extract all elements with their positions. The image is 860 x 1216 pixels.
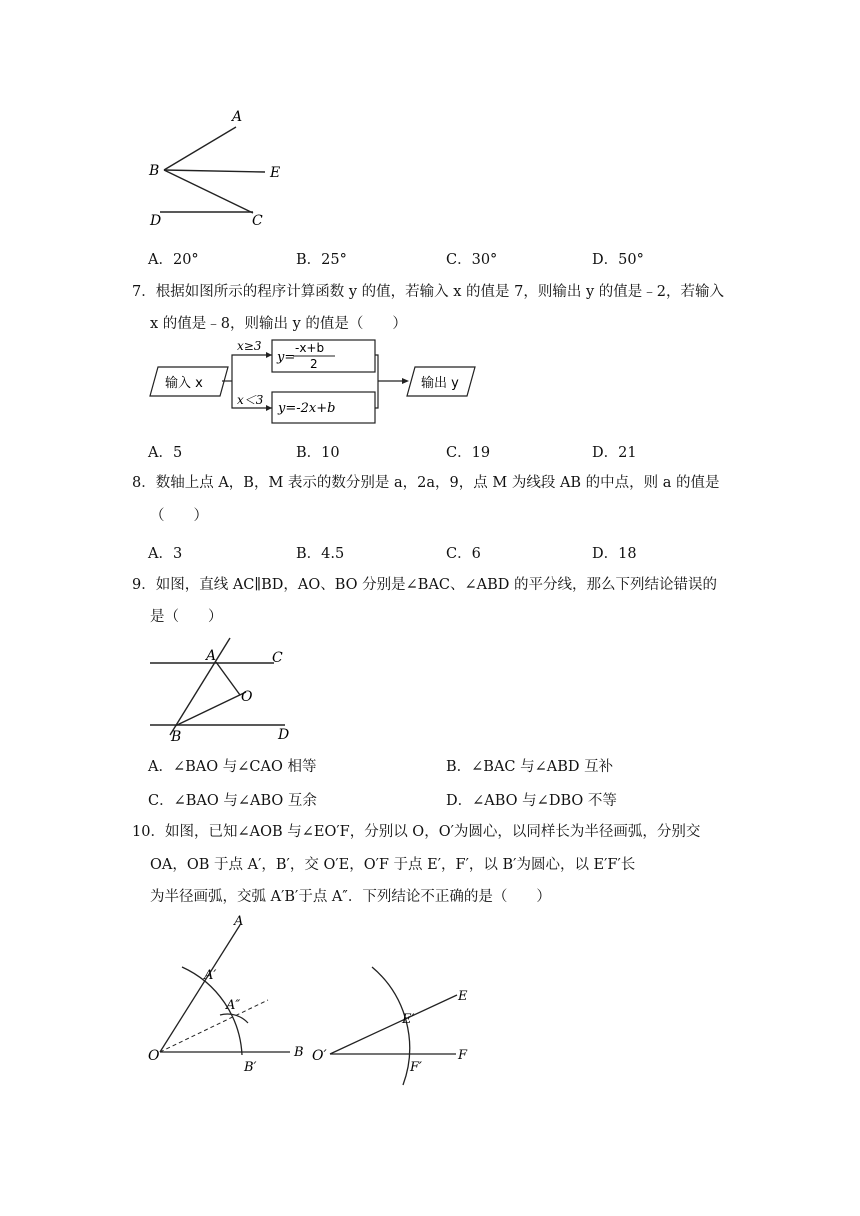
label-e: E (270, 165, 281, 181)
label-f-prime: F′ (410, 1060, 422, 1075)
input-label: 输入 x (165, 376, 203, 391)
label-b-prime: B′ (244, 1060, 257, 1075)
label-o: O (241, 689, 253, 705)
label-c: C (272, 650, 283, 666)
label-b: B (294, 1045, 304, 1060)
arrow-output-icon (402, 378, 409, 384)
arrow-upper-icon (266, 352, 272, 358)
label-a-prime: A′ (204, 968, 217, 983)
ray-be (164, 170, 265, 172)
label-d: D (150, 213, 162, 229)
q8-stem-line1: 8．数轴上点 A，B，M 表示的数分别是 a，2a，9，点 M 为线段 AB 的中点，则 a 的值是 (132, 475, 720, 491)
condition-lower: x＜3 (237, 393, 264, 407)
label-o-prime: O′ (312, 1048, 327, 1064)
label-e: E (458, 989, 468, 1004)
q8-option-c: C．6 (446, 546, 481, 562)
branch-upper-line (232, 355, 272, 381)
q6-option-c: C．30° (446, 252, 498, 268)
q7-stem-line1: 7．根据如图所示的程序计算函数 y 的值，若输入 x 的值是 7，则输出 y 的值是﹣2，若输入 (132, 284, 724, 300)
q9-stem-line2: 是（ ） (150, 609, 223, 625)
transversal-ab (170, 638, 230, 735)
q7-option-d: D．21 (592, 445, 637, 461)
bisector-ao (216, 662, 240, 695)
q6-option-a: A．20° (148, 252, 199, 268)
q9-option-c: C．∠BAO 与∠ABO 互余 (148, 793, 317, 809)
q7-option-c: C．19 (446, 445, 491, 461)
q6-option-b: B．25° (296, 252, 347, 268)
q9-figure (140, 635, 300, 747)
q9-option-b: B．∠BAC 与∠ABD 互补 (446, 759, 614, 775)
output-label: 输出 y (421, 376, 459, 391)
formula-upper-numerator: -x+b (295, 341, 325, 355)
arrow-lower-icon (266, 405, 272, 411)
label-a: A (232, 109, 243, 125)
q9-option-a: A．∠BAO 与∠CAO 相等 (148, 759, 317, 775)
q8-option-a: A．3 (148, 546, 183, 562)
q10-figure (140, 915, 500, 1090)
q8-stem-line2: （ ） (150, 508, 208, 524)
q8-option-b: B．4.5 (296, 546, 345, 562)
q9-stem-line1: 9．如图，直线 AC∥BD，AO、BO 分别是∠BAC、∠ABD 的平分线，那么下列结论错误的 (132, 577, 718, 593)
formula-lower: y=-2x+b (278, 401, 336, 416)
q9-option-d: D．∠ABO 与∠DBO 不等 (446, 793, 617, 809)
ray-o-prime-e (330, 995, 457, 1054)
label-a: A (206, 648, 217, 664)
segment-bc (164, 170, 253, 213)
q7-stem-line2: x 的值是﹣8，则输出 y 的值是（ ） (150, 316, 407, 332)
condition-upper: x≥3 (237, 339, 262, 353)
label-a: A (234, 915, 244, 929)
label-e-prime: E′ (402, 1012, 415, 1027)
q6-figure (140, 105, 300, 230)
q6-option-d: D．50° (592, 252, 644, 268)
q7-flowchart (145, 338, 485, 428)
q10-stem-line1: 10．如图，已知∠AOB 与∠EO′F，分别以 O，O′为圆心，以同样长为半径画弧，分别交 (132, 824, 701, 840)
q7-option-b: B．10 (296, 445, 340, 461)
ray-ba (164, 127, 236, 170)
label-b: B (149, 163, 160, 179)
label-b: B (171, 729, 182, 745)
formula-upper-denominator: 2 (310, 357, 318, 371)
label-c: C (252, 213, 263, 229)
label-o: O (148, 1048, 160, 1064)
q8-option-d: D．18 (592, 546, 637, 562)
label-f: F (458, 1048, 468, 1063)
q10-stem-line2: OA，OB 于点 A′，B′，交 O′E，O′F 于点 E′，F′，以 B′为圆心，以 E′F′长 (150, 857, 636, 873)
label-a-double-prime: A″ (226, 998, 241, 1013)
formula-upper-prefix: y= (277, 350, 296, 365)
q10-stem-line3: 为半径画弧，交弧 A′B′于点 A″．下列结论不正确的是（ ） (150, 889, 551, 905)
label-d: D (278, 727, 290, 743)
q7-option-a: A．5 (148, 445, 183, 461)
